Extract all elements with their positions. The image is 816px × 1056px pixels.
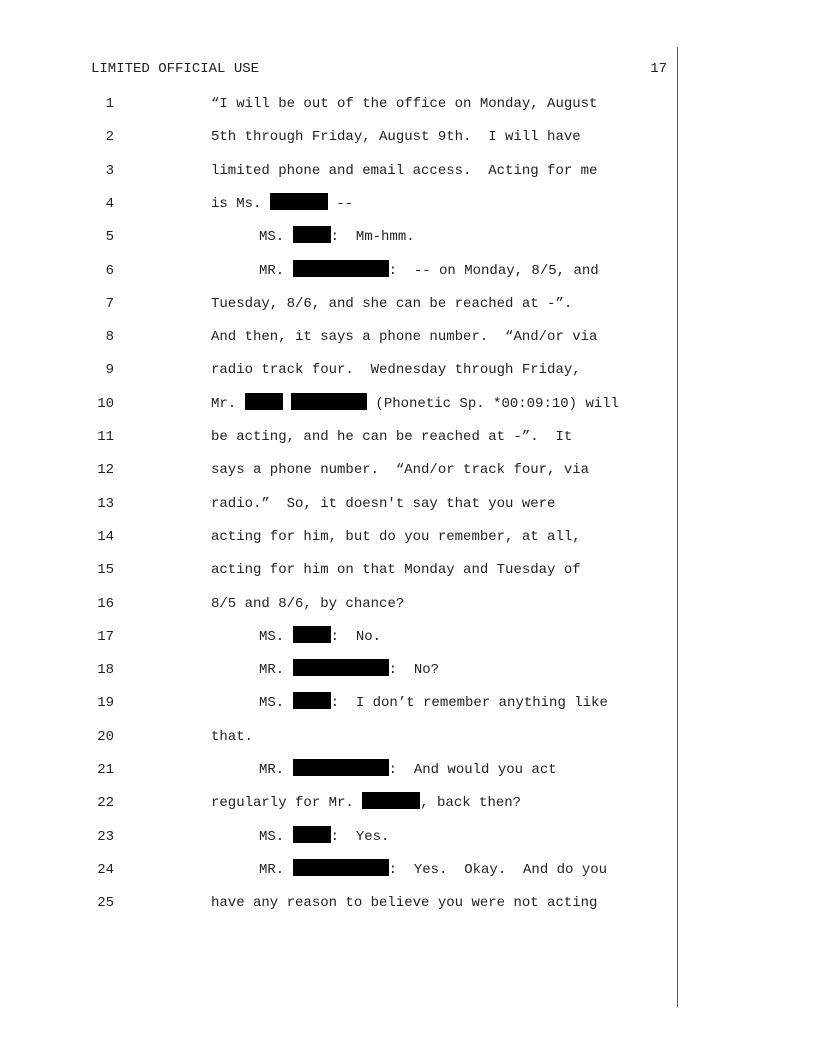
line-text bbox=[211, 292, 572, 316]
transcript-line bbox=[0, 558, 816, 582]
text-segment: : Mm-hmm. bbox=[330, 229, 415, 246]
line-number: 10 bbox=[97, 395, 114, 412]
transcript-line bbox=[0, 292, 816, 316]
line-number: 7 bbox=[105, 295, 114, 312]
text-segment: (Phonetic Sp. *00:09:10) will bbox=[367, 395, 620, 412]
redaction-box bbox=[293, 759, 389, 776]
redaction-box bbox=[270, 193, 328, 210]
line-text bbox=[211, 325, 597, 349]
text-segment bbox=[283, 396, 291, 412]
redaction-box bbox=[245, 393, 283, 410]
line-number: 12 bbox=[97, 462, 114, 479]
text-segment: limited phone and email access. Acting for me bbox=[211, 162, 598, 179]
transcript-line bbox=[0, 92, 816, 116]
text-segment: : And would you act bbox=[388, 762, 557, 778]
line-text bbox=[211, 725, 253, 749]
transcript-line bbox=[0, 492, 816, 516]
text-segment: : -- on Monday, 8/5, and bbox=[388, 262, 599, 279]
transcript-line bbox=[0, 625, 816, 649]
redaction-box bbox=[293, 260, 389, 277]
text-segment: MS. bbox=[259, 229, 293, 246]
transcript-line bbox=[0, 458, 816, 482]
transcript-line bbox=[0, 159, 816, 183]
text-segment: MR. bbox=[259, 662, 293, 679]
text-segment: -- bbox=[327, 195, 354, 212]
line-number: 3 bbox=[105, 162, 114, 179]
line-number: 24 bbox=[97, 861, 114, 878]
text-segment: MR. bbox=[259, 762, 293, 778]
line-text bbox=[259, 259, 599, 283]
redaction-box bbox=[291, 393, 367, 410]
line-number: 8 bbox=[105, 329, 114, 346]
transcript-line bbox=[0, 259, 816, 283]
text-segment: have any reason to believe you were not acting bbox=[211, 895, 598, 912]
transcript-line bbox=[0, 791, 816, 815]
line-number: 4 bbox=[105, 195, 114, 212]
transcript-line bbox=[0, 891, 816, 915]
transcript-line bbox=[0, 592, 816, 616]
transcript-line bbox=[0, 658, 816, 682]
line-number: 23 bbox=[97, 828, 114, 845]
line-text bbox=[211, 525, 581, 549]
text-segment: MS. bbox=[259, 628, 293, 645]
transcript-line bbox=[0, 125, 816, 149]
line-number: 14 bbox=[97, 528, 114, 545]
line-text bbox=[211, 358, 581, 382]
redaction-box bbox=[293, 626, 331, 643]
line-text bbox=[259, 858, 607, 882]
transcript-line bbox=[0, 858, 816, 882]
line-text bbox=[211, 92, 597, 116]
text-segment: , back then? bbox=[420, 795, 522, 812]
transcript-line bbox=[0, 525, 816, 549]
line-text bbox=[211, 458, 589, 482]
line-text bbox=[259, 825, 389, 849]
text-segment: says a phone number. “And/or track four, via bbox=[211, 462, 590, 479]
line-number: 15 bbox=[97, 562, 114, 579]
transcript-line bbox=[0, 392, 816, 416]
text-segment: radio.” So, it doesn't say that you were bbox=[211, 495, 556, 512]
transcript-line bbox=[0, 325, 816, 349]
text-segment: MR. bbox=[259, 861, 293, 878]
line-text bbox=[211, 392, 619, 416]
transcript-line bbox=[0, 691, 816, 715]
text-segment: acting for him, but do you remember, at all, bbox=[211, 528, 581, 545]
line-text bbox=[259, 758, 557, 782]
line-text bbox=[259, 658, 439, 682]
text-segment: MS. bbox=[259, 828, 293, 845]
text-segment: MS. bbox=[259, 695, 293, 712]
text-segment: : No. bbox=[330, 628, 382, 645]
line-text bbox=[211, 492, 555, 516]
line-number: 9 bbox=[105, 362, 114, 379]
transcript-line bbox=[0, 192, 816, 216]
line-text bbox=[211, 791, 521, 815]
text-segment: radio track four. Wednesday through Friday, bbox=[211, 362, 581, 379]
text-segment: And then, it says a phone number. “And/or via bbox=[211, 329, 598, 346]
transcript-line bbox=[0, 758, 816, 782]
text-segment: : Yes. Okay. And do you bbox=[388, 861, 608, 878]
line-number: 19 bbox=[97, 695, 114, 712]
line-text bbox=[259, 225, 415, 249]
line-text bbox=[211, 592, 404, 616]
line-text bbox=[211, 192, 353, 216]
text-segment: “I will be out of the office on Monday, August bbox=[211, 96, 598, 112]
text-segment: that. bbox=[211, 728, 254, 745]
line-text bbox=[211, 425, 572, 449]
text-segment: be acting, and he can be reached at -”. It bbox=[211, 429, 573, 445]
line-number: 16 bbox=[97, 595, 114, 612]
transcript-line bbox=[0, 225, 816, 249]
redaction-box bbox=[293, 826, 331, 843]
line-number: 22 bbox=[97, 795, 114, 812]
line-number: 2 bbox=[105, 129, 114, 146]
line-text bbox=[211, 125, 581, 149]
line-number: 25 bbox=[97, 895, 114, 912]
redaction-box bbox=[362, 792, 420, 809]
text-segment: regularly for Mr. bbox=[211, 795, 363, 812]
text-segment: is Ms. bbox=[211, 195, 270, 212]
line-number: 17 bbox=[97, 628, 114, 645]
line-number: 11 bbox=[97, 429, 114, 445]
line-number: 20 bbox=[97, 728, 114, 745]
line-text bbox=[259, 691, 608, 715]
transcript-line bbox=[0, 425, 816, 449]
redaction-box bbox=[293, 659, 389, 676]
line-number: 13 bbox=[97, 495, 114, 512]
redaction-box bbox=[293, 859, 389, 876]
line-number: 6 bbox=[105, 262, 114, 279]
line-number: 18 bbox=[97, 662, 114, 679]
text-segment: acting for him on that Monday and Tuesday of bbox=[211, 562, 581, 579]
line-text bbox=[259, 625, 381, 649]
text-segment: : No? bbox=[388, 662, 440, 679]
transcript-line bbox=[0, 825, 816, 849]
redaction-box bbox=[293, 692, 331, 709]
page-number: 17 bbox=[650, 61, 667, 77]
line-number: 21 bbox=[97, 762, 114, 778]
line-text bbox=[211, 891, 597, 915]
transcript-line bbox=[0, 358, 816, 382]
text-segment: 8/5 and 8/6, by chance? bbox=[211, 595, 405, 612]
line-text bbox=[211, 159, 597, 183]
transcript-line bbox=[0, 725, 816, 749]
line-number: 1 bbox=[105, 96, 114, 112]
text-segment: 5th through Friday, August 9th. I will have bbox=[211, 129, 581, 146]
redaction-box bbox=[293, 226, 331, 243]
line-text bbox=[211, 558, 581, 582]
text-segment: : I don’t remember anything like bbox=[330, 695, 608, 712]
text-segment: MR. bbox=[259, 262, 293, 279]
text-segment: Mr. bbox=[211, 395, 245, 412]
text-segment: Tuesday, 8/6, and she can be reached at -”. bbox=[211, 295, 573, 312]
classification-header: LIMITED OFFICIAL USE bbox=[91, 61, 260, 77]
line-number: 5 bbox=[105, 229, 114, 246]
text-segment: : Yes. bbox=[330, 828, 390, 845]
